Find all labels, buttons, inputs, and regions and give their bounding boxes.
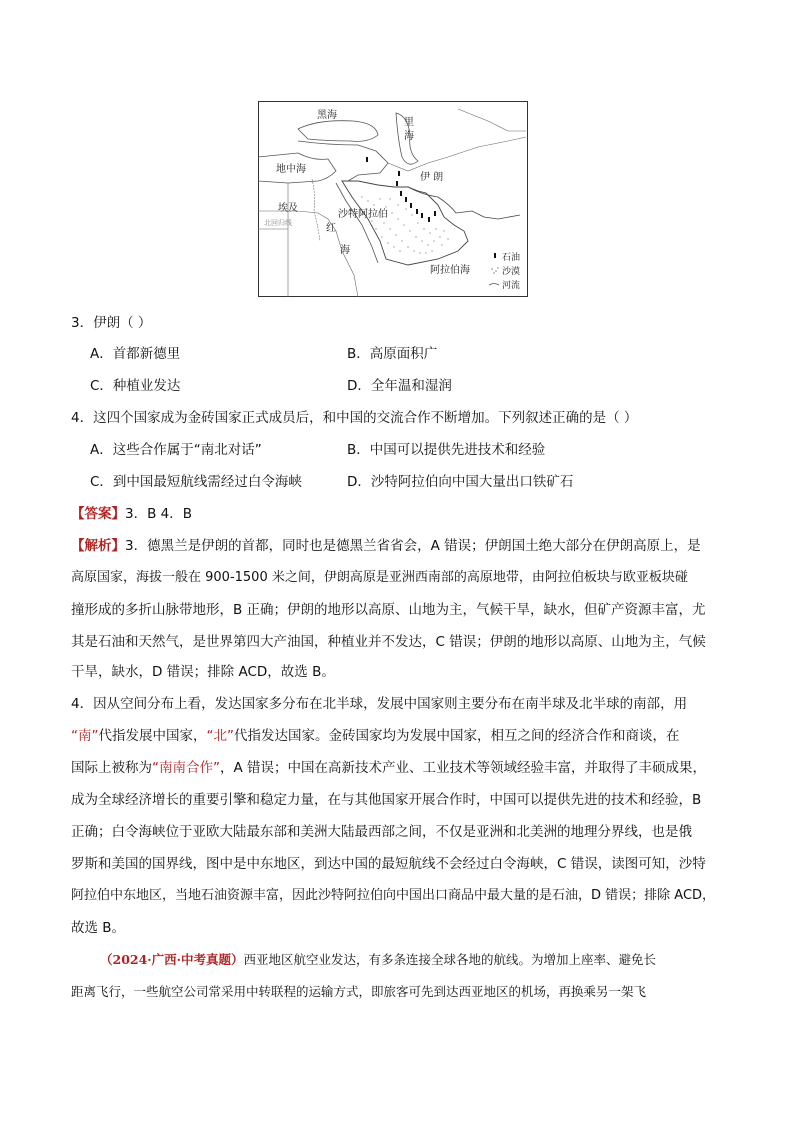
analysis-p2-line-1: 4．因从空间分布上看，发达国家多分布在北半球，发展中国家则主要分布在南半球及北半球的南部，用 xyxy=(71,696,688,712)
legend-river: 河流 xyxy=(502,281,521,291)
q4-option-b: B．中国可以提供先进技术和经验 xyxy=(347,442,546,458)
next-question-line-1 xyxy=(100,950,656,970)
analysis-p2-line-7: 阿拉伯中东地区，当地石油资源丰富，因此沙特阿拉伯向中国出口商品中最大量的是石油，D 错误；排除 ACD， xyxy=(71,888,716,903)
analysis-line-5: 干旱，缺水，D 错误；排除 ACD，故选 B。 xyxy=(71,664,335,680)
analysis-text-1: 3．德黑兰是伊朗的首都，同时也是德黑兰省省会，A 错误；伊朗国土绝大部分在伊朗高原上，是 xyxy=(125,538,701,554)
analysis-p2-line-2 xyxy=(71,726,680,746)
label-black-sea: 黑海 xyxy=(317,110,337,121)
q4-option-d: D．沙特阿拉伯向中国大量出口铁矿石 xyxy=(347,474,574,490)
next-question-line-2: 距离飞行，一些航空公司常采用中转联程的运输方式，即旅客可先到达西亚地区的机场，再换乘另一架飞 xyxy=(71,984,647,999)
legend-desert: 沙漠 xyxy=(502,267,521,277)
analysis-p2-line-6: 罗斯和美国的国界线，图中是中东地区，到达中国的最短航线不会经过白令海峡，C 错误，读图可知，沙特 xyxy=(71,856,706,872)
q4-option-a: A．这些合作属于“南北对话” xyxy=(90,442,262,458)
label-red-sea-1: 红 xyxy=(326,223,336,234)
next-question-text-1: 西亚地区航空业发达，有多条连接全球各地的航线。为增加上座率、避免长 xyxy=(243,952,657,967)
oil-legend-icon xyxy=(494,253,496,258)
label-arabian-sea: 阿拉伯海 xyxy=(430,265,470,276)
analysis-tag: 【解析】 xyxy=(71,538,125,554)
label-caspian-1: 里 xyxy=(404,117,414,128)
analysis-p2-text-3a: 国际上被称为 xyxy=(71,760,152,776)
analysis-line-1 xyxy=(71,536,701,556)
q3-stem: 3．伊朗（ ） xyxy=(71,315,152,331)
q3-option-a: A．首都新德里 xyxy=(90,346,181,362)
label-mediterranean: 地中海 xyxy=(276,164,306,175)
analysis-p2-line-5: 正确；白令海峡位于亚欧大陆最东部和美洲大陆最西部之间，不仅是亚洲和北美洲的地理分界线，也是俄 xyxy=(71,824,692,840)
label-egypt: 埃及 xyxy=(278,203,298,214)
answer-line xyxy=(71,504,192,524)
label-caspian-2: 海 xyxy=(404,131,414,142)
analysis-p2-line-8: 故选 B。 xyxy=(71,920,126,936)
q4-option-c: C．到中国最短航线需经过白令海峡 xyxy=(90,474,302,490)
label-iran: 伊 朗 xyxy=(420,172,444,183)
q3-option-c: C．种植业发达 xyxy=(90,378,181,394)
legend-oil: 石油 xyxy=(502,253,521,263)
answer-tag: 【答案】 xyxy=(71,506,125,522)
analysis-line-3: 撞形成的多折山脉带地形，B 正确；伊朗的地形以高原、山地为主，气候干旱，缺水，但矿产资源丰富，尤 xyxy=(71,602,706,618)
analysis-p2-line-4: 成为全球经济增长的重要引擎和稳定力量，在与其他国家开展合作时，中国可以提供先进的技术和经验，B xyxy=(71,792,702,808)
south-south-quote: “南南合作” xyxy=(152,760,220,776)
analysis-line-4: 其是石油和天然气，是世界第四大产油国，种植业并不发达，C 错误；伊朗的地形以高原、山地为主，气候 xyxy=(71,634,706,650)
middle-east-map xyxy=(258,101,528,297)
answer-text: 3．B 4．B xyxy=(125,506,192,522)
north-quote: “北” xyxy=(206,728,234,744)
analysis-p2-text-3c: ，A 错误；中国在高新技术产业、工业技术等领域经验丰富，并取得了丰硕成果， xyxy=(220,760,707,776)
south-quote: “南” xyxy=(71,728,99,744)
label-saudi: 沙特阿拉伯 xyxy=(338,209,388,220)
analysis-p2-text-2b: 代指发展中国家， xyxy=(98,728,207,744)
map-svg xyxy=(258,101,528,297)
label-red-sea-2: 海 xyxy=(340,245,350,256)
next-question-source: （2024·广西·中考真题） xyxy=(100,952,244,967)
analysis-line-2: 高原国家，海拔一般在 900-1500 米之间，伊朗高原是亚洲西南部的高原地带，由阿拉伯板块与欧亚板块碰 xyxy=(71,570,688,585)
q3-option-d: D．全年温和湿润 xyxy=(347,378,452,394)
analysis-p2-line-3 xyxy=(71,758,706,778)
label-tropic: 北回归线 xyxy=(264,219,292,227)
q4-stem: 4．这四个国家成为金砖国家正式成员后，和中国的交流合作不断增加。下列叙述正确的是（ ） xyxy=(71,410,638,426)
analysis-p2-text-2d: 代指发达国家。金砖国家均为发展中国家，相互之间的经济合作和商谈，在 xyxy=(234,728,680,744)
q3-option-b: B．高原面积广 xyxy=(347,346,438,362)
